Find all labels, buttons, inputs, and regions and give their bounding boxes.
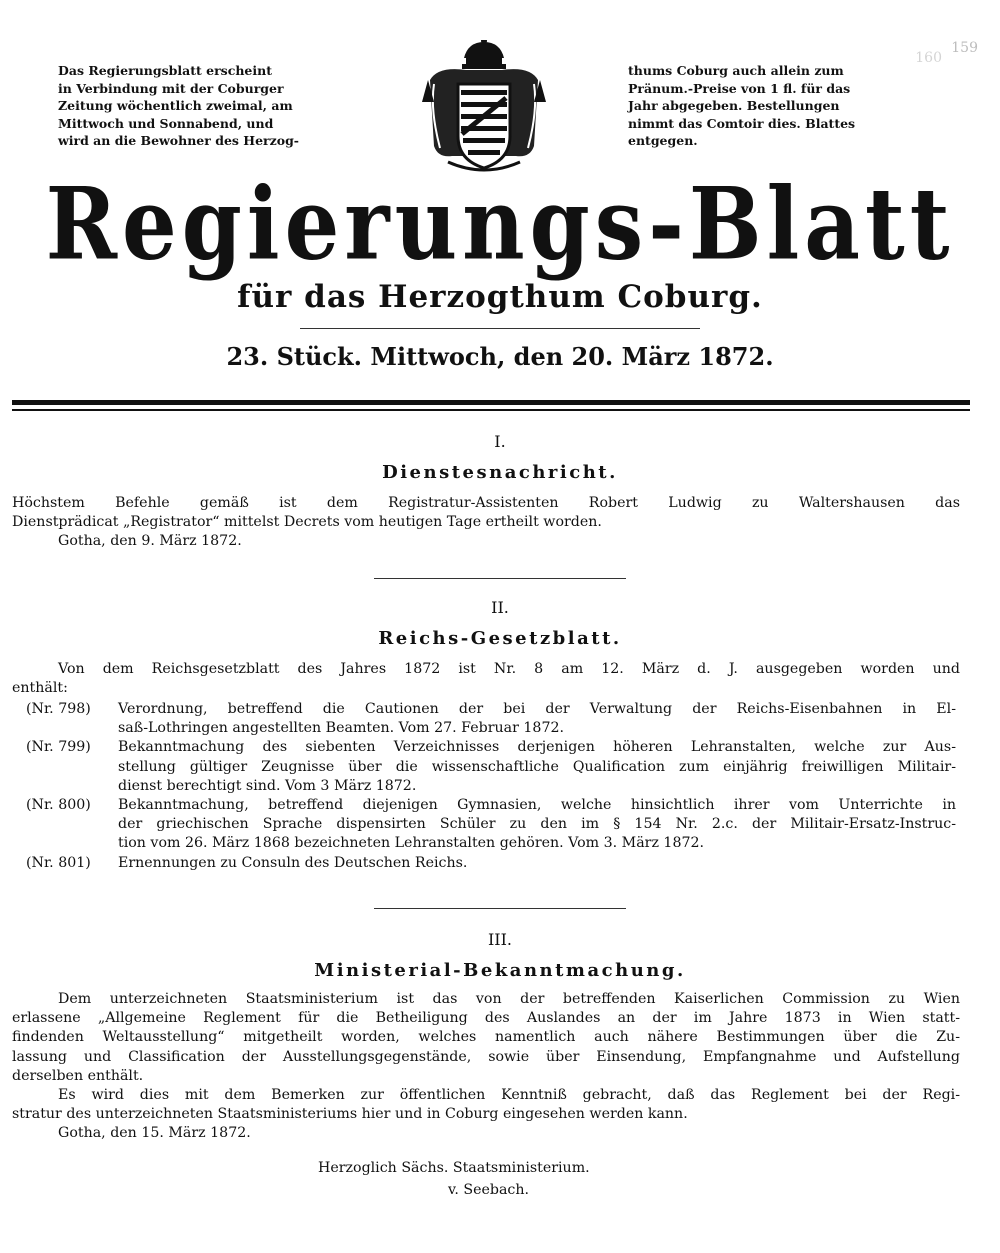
item-line: der griechischen Sprache dispensirten Schüler zu den im § 154 Nr. 2.c. der Militair-Ersatz-Instruc- — [118, 816, 956, 833]
item-line: saß-Lothringen angestellten Beamten. Vom 27. Februar 1872. — [118, 720, 565, 737]
dateline: Gotha, den 15. März 1872. — [58, 1125, 251, 1142]
header-right-line: Pränum.-Preise von 1 fl. für das — [628, 80, 851, 96]
body-line: lassung und Classification der Ausstellungsgegenstände, sowie über Einsendung, Empfangnahme und Aufstellung — [12, 1048, 960, 1065]
section-body — [12, 494, 960, 552]
item-line: stellung gültiger Zeugnisse über die wissenschaftliche Qualification zum einjährig freiwilligen Militair- — [118, 758, 956, 775]
list-item — [26, 854, 956, 873]
section-number: III. — [487, 930, 513, 949]
body-line: Dem unterzeichneten Staatsministerium ist das von der betreffenden Kaiserlichen Commission zu Wien — [58, 991, 960, 1007]
section-body — [12, 660, 960, 698]
gazette-list — [26, 700, 956, 873]
item-number: (Nr. 798) — [26, 701, 91, 717]
header-left-line: in Verbindung mit der Coburger — [58, 80, 284, 96]
coat-of-arms-icon — [418, 40, 550, 178]
item-line: Ernennungen zu Consuln des Deutschen Reichs. — [118, 854, 468, 871]
item-number: (Nr. 801) — [26, 854, 91, 871]
item-number: (Nr. 800) — [26, 797, 91, 814]
list-item — [26, 700, 956, 738]
body-line: enthält: — [12, 680, 68, 697]
header-right-notice — [628, 62, 910, 150]
item-line: Bekanntmachung, betreffend diejenigen Gymnasien, welche hinsichtlich ihrer vom Unterrichte in — [118, 797, 956, 814]
header-left-line: Das Regierungsblatt erscheint — [58, 63, 272, 78]
divider — [300, 328, 700, 329]
body-line: Dienstprädicat „Registrator“ mittelst Decrets vom heutigen Tage ertheilt worden. — [12, 514, 602, 531]
body-line: stratur des unterzeichneten Staatsministeriums hier und in Coburg eingesehen werden kann. — [12, 1106, 688, 1123]
header-left-line: Mittwoch und Sonnabend, und — [58, 115, 274, 131]
header-right-line: Jahr abgegeben. Bestellungen — [628, 98, 840, 113]
page-number-reverse: 160 — [915, 50, 942, 66]
masthead-subtitle: für das Herzogthum Coburg. — [237, 279, 763, 315]
list-item — [26, 796, 956, 854]
header-left-line: wird an die Bewohner des Herzog- — [58, 133, 299, 148]
section-number: II. — [491, 598, 509, 617]
body-line: Es wird dies mit dem Bemerken zur öffentlichen Kenntniß gebracht, daß das Reglement bei der Regi- — [58, 1087, 960, 1104]
dateline: Gotha, den 9. März 1872. — [58, 533, 242, 550]
section-divider — [374, 578, 626, 579]
list-item — [26, 738, 956, 796]
header-left-notice — [58, 62, 344, 150]
masthead-rule-thin — [12, 409, 970, 411]
header-right-line: entgegen. — [628, 133, 698, 148]
item-line: Verordnung, betreffend die Cautionen der bei der Verwaltung der Reichs-Eisenbahnen in El- — [118, 701, 956, 717]
issue-dateline: 23. Stück. Mittwoch, den 20. März 1872. — [226, 342, 774, 371]
section-body — [12, 990, 960, 1144]
item-line: dienst berechtigt sind. Vom 3 März 1872. — [118, 777, 417, 794]
section-divider — [374, 908, 626, 909]
section-title: Ministerial-Bekanntmachung. — [314, 960, 686, 981]
header-right-line: thums Coburg auch allein zum — [628, 63, 844, 78]
section-number: I. — [494, 432, 506, 451]
item-line: Bekanntmachung des siebenten Verzeichnisses derjenigen höheren Lehranstalten, welche zur Aus- — [118, 739, 956, 756]
header-left-line: Zeitung wöchentlich zweimal, am — [58, 98, 293, 113]
masthead-title: Regierungs-Blatt — [45, 166, 955, 283]
body-line: Höchstem Befehle gemäß ist dem Registratur-Assistenten Robert Ludwig zu Waltershausen das — [12, 495, 960, 511]
page-number: 159 — [951, 40, 978, 56]
body-line: derselben enthält. — [12, 1067, 144, 1084]
section-title: Dienstesnachricht. — [382, 462, 618, 483]
body-line: findenden Weltausstellung“ mitgetheilt worden, welches namentlich auch nähere Bestimmungen über die Zu- — [12, 1029, 960, 1046]
masthead-rule — [12, 400, 970, 405]
signature-name: v. Seebach. — [448, 1182, 529, 1198]
body-line: Von dem Reichsgesetzblatt des Jahres 1872 ist Nr. 8 am 12. März d. J. ausgegeben worden und — [58, 661, 960, 677]
body-line: erlassene „Allgemeine Reglement für die Betheiligung des Auslandes an der im Jahre 1873 in Wien statt- — [12, 1010, 960, 1027]
section-title: Reichs-Gesetzblatt. — [378, 628, 622, 649]
signature-ministry: Herzoglich Sächs. Staatsministerium. — [318, 1160, 590, 1176]
header-right-line: nimmt das Comtoir dies. Blattes — [628, 115, 856, 131]
item-line: tion vom 26. März 1868 bezeichneten Lehranstalten gehören. Vom 3. März 1872. — [118, 835, 705, 852]
item-number: (Nr. 799) — [26, 739, 91, 756]
